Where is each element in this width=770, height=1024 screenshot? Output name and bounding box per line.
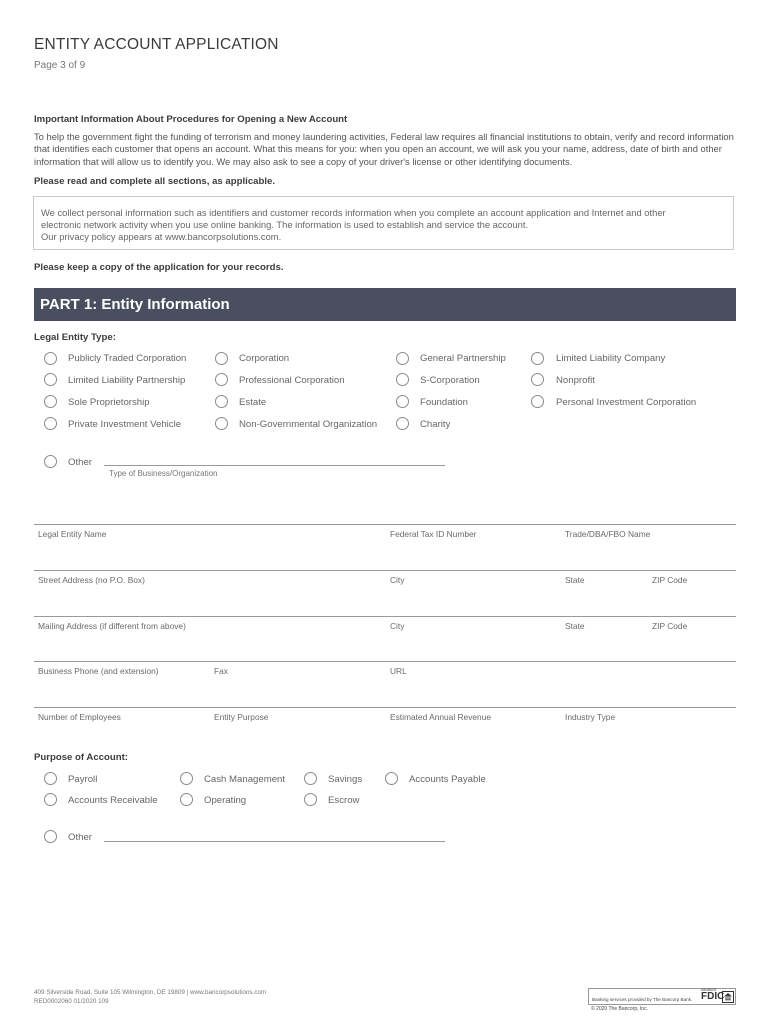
zip-code-label: ZIP Code — [652, 575, 688, 585]
option-label: General Partnership — [420, 353, 506, 364]
radio-estate[interactable] — [215, 395, 228, 408]
street-address-label: Street Address (no P.O. Box) — [38, 575, 145, 585]
radio-entity-other[interactable] — [44, 455, 57, 468]
city-label: City — [390, 621, 405, 631]
option-label: Personal Investment Corporation — [556, 397, 697, 408]
option-label: Professional Corporation — [239, 375, 345, 386]
option-label: Charity — [420, 419, 451, 430]
option-label: Accounts Receivable — [68, 795, 158, 806]
option-label: Publicly Traded Corporation — [68, 353, 187, 364]
other-purpose-input[interactable] — [104, 841, 445, 842]
page-number: Page 3 of 9 — [34, 60, 86, 71]
fdic-logo: FDIC — [701, 991, 725, 1002]
privacy-notice-box — [33, 196, 734, 250]
other-entity-input[interactable] — [104, 465, 445, 466]
option-label: Cash Management — [204, 774, 286, 785]
other-entity-caption: Type of Business/Organization — [109, 469, 218, 478]
radio-non-governmental-organization[interactable] — [215, 417, 228, 430]
radio-limited-liability-partnership[interactable] — [44, 373, 57, 386]
option-label: Nonprofit — [556, 375, 595, 386]
radio-personal-investment-corporation[interactable] — [531, 395, 544, 408]
fdic-member-text: MEMBER — [701, 988, 717, 992]
field-row-line — [34, 616, 736, 617]
option-label: Estate — [239, 397, 267, 408]
option-label: Sole Proprietorship — [68, 397, 150, 408]
url-label: URL — [390, 666, 407, 676]
radio-accounts-payable[interactable] — [385, 772, 398, 785]
fdic-badge — [588, 988, 736, 1012]
option-label: Foundation — [420, 397, 469, 408]
option-label: Savings — [328, 774, 363, 785]
option-label: Private Investment Vehicle — [68, 419, 182, 430]
radio-foundation[interactable] — [396, 395, 409, 408]
option-label: Corporation — [239, 353, 290, 364]
trade-dba-label: Trade/DBA/FBO Name — [565, 529, 651, 539]
zip-code-label: ZIP Code — [652, 621, 688, 631]
legal-entity-name-label: Legal Entity Name — [38, 529, 107, 539]
option-label: Operating — [204, 795, 247, 806]
business-phone-label: Business Phone (and extension) — [38, 666, 159, 676]
purpose-of-account-label: Purpose of Account: — [34, 752, 128, 763]
radio-purpose-other[interactable] — [44, 830, 57, 843]
radio-cash-management[interactable] — [180, 772, 193, 785]
option-label: Limited Liability Partnership — [68, 375, 186, 386]
radio-general-partnership[interactable] — [396, 352, 409, 365]
privacy-notice-line: Our privacy policy appears at www.bancorpsolutions.com. — [41, 231, 282, 242]
fdic-badge-border — [588, 988, 736, 1005]
option-label: S-Corporation — [420, 375, 480, 386]
annual-revenue-label: Estimated Annual Revenue — [390, 712, 492, 722]
footer-address — [34, 988, 266, 1006]
legal-entity-type-label: Legal Entity Type: — [34, 332, 116, 343]
footer-address-line: 409 Silverside Road, Suite 105 Wilmington, DE 19809 | www.bancorpsolutions.com — [34, 989, 267, 996]
field-row-line — [34, 524, 736, 525]
read-complete-note: Please read and complete all sections, as applicable. — [34, 176, 276, 187]
radio-payroll[interactable] — [44, 772, 57, 785]
radio-s-corporation[interactable] — [396, 373, 409, 386]
option-label: Other — [68, 832, 92, 843]
privacy-notice-text — [41, 207, 731, 243]
option-label: Payroll — [68, 774, 98, 785]
radio-sole-proprietorship[interactable] — [44, 395, 57, 408]
field-row-line — [34, 570, 736, 571]
radio-corporation[interactable] — [215, 352, 228, 365]
equal-housing-icon — [722, 991, 734, 1003]
entity-purpose-label: Entity Purpose — [214, 712, 269, 722]
radio-private-investment-vehicle[interactable] — [44, 417, 57, 430]
bank-note: Banking services provided by The Bancorp Bank. — [592, 997, 693, 1002]
mailing-address-label: Mailing Address (if different from above) — [38, 621, 186, 631]
radio-professional-corporation[interactable] — [215, 373, 228, 386]
footer-form-code: RED0002060 01/2020 109 — [34, 998, 109, 1005]
keep-copy-note: Please keep a copy of the application for your records. — [34, 262, 284, 273]
field-row-line — [34, 707, 736, 708]
intro-heading: Important Information About Procedures for Opening a New Account — [34, 114, 348, 125]
part1-title: PART 1: Entity Information — [40, 296, 230, 313]
state-label: State — [565, 621, 585, 631]
radio-nonprofit[interactable] — [531, 373, 544, 386]
radio-escrow[interactable] — [304, 793, 317, 806]
option-label: Non-Governmental Organization — [239, 419, 378, 430]
fax-label: Fax — [214, 666, 228, 676]
radio-limited-liability-company[interactable] — [531, 352, 544, 365]
radio-publicly-traded-corporation[interactable] — [44, 352, 57, 365]
radio-accounts-receivable[interactable] — [44, 793, 57, 806]
part1-banner — [34, 288, 736, 321]
federal-tax-id-label: Federal Tax ID Number — [390, 529, 477, 539]
industry-type-label: Industry Type — [565, 712, 616, 722]
option-label: Limited Liability Company — [556, 353, 666, 364]
radio-operating[interactable] — [180, 793, 193, 806]
radio-savings[interactable] — [304, 772, 317, 785]
copyright: © 2020 The Bancorp, Inc. — [591, 1006, 648, 1012]
radio-charity[interactable] — [396, 417, 409, 430]
option-label: Escrow — [328, 795, 360, 806]
state-label: State — [565, 575, 585, 585]
page-title: ENTITY ACCOUNT APPLICATION — [34, 36, 279, 53]
option-label: Other — [68, 457, 92, 468]
city-label: City — [390, 575, 405, 585]
number-of-employees-label: Number of Employees — [38, 712, 121, 722]
intro-paragraph: To help the government fight the funding of terrorism and money laundering activities, Federal law requires all financial institutions to obtain, verify and record information that identifies each customer that opens an account. What this means for you: when you open an account, we will ask you your name, address, date of birth and other information that will allow us to identify you. We may also ask to see a copy of your driver's license or other identifying documents. — [34, 131, 734, 167]
privacy-notice-line: We collect personal information such as identifiers and customer records information when you complete an account application and Internet and other — [41, 207, 666, 218]
privacy-notice-line: electronic network activity when you use online banking. The information is used to establish and service the account. — [41, 219, 529, 230]
field-row-line — [34, 661, 736, 662]
option-label: Accounts Payable — [409, 774, 486, 785]
